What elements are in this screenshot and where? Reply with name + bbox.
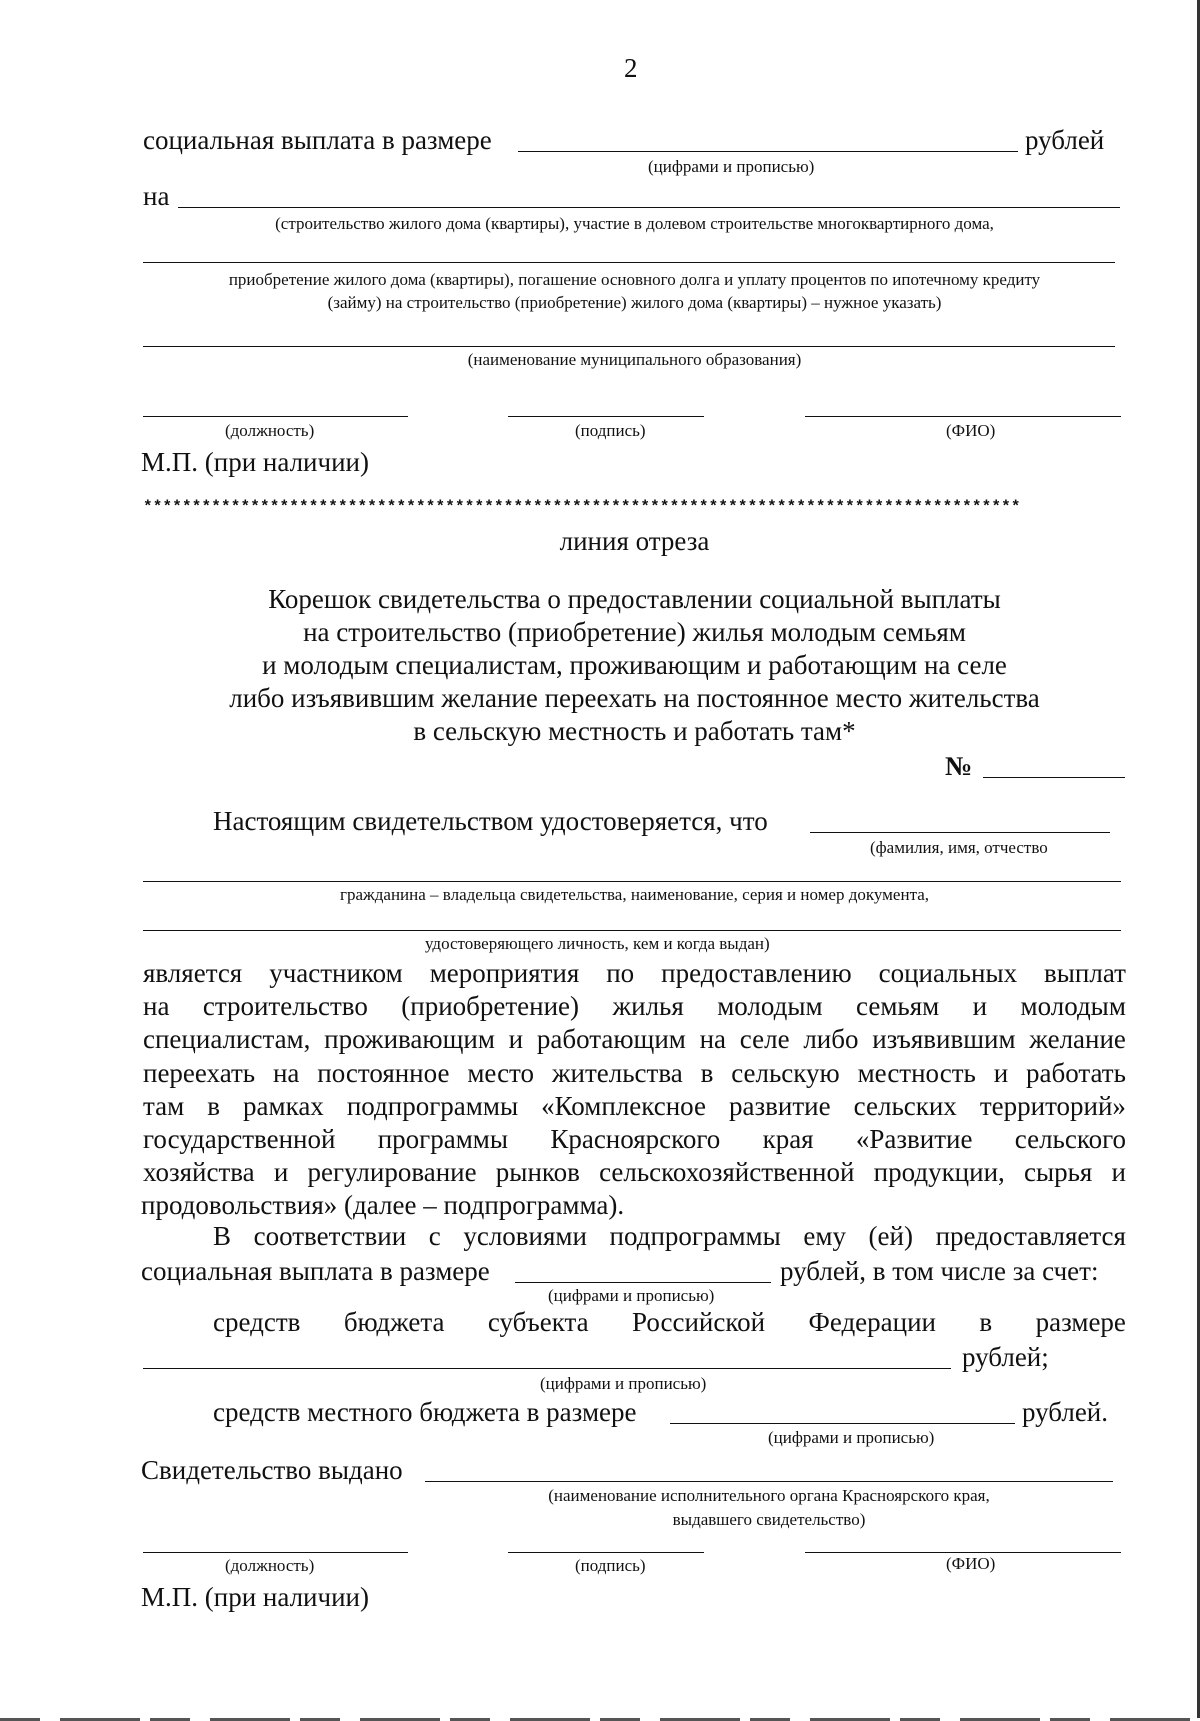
position-caption: (должность) [225,421,315,440]
holder-doc-caption-1: гражданина – владельца свидетельства, наименование, серия и номер документа, [340,885,929,904]
issued-by-label: Свидетельство выдано [141,1455,403,1485]
body-word: изъявившим [872,1024,1016,1055]
payment-amount-caption: (цифрами и прописью) [648,157,815,176]
body-word: «Развитие [855,1124,973,1154]
body-line [143,990,1126,1022]
body-word: жительства [551,1057,683,1088]
body-word: селе [739,1024,790,1055]
body-word: семьям [856,991,940,1022]
body-word: государственной [143,1124,336,1154]
fio-caption-2: (ФИО) [946,1554,996,1573]
body-word: жилья [612,991,684,1022]
body-word: (приобретение) [401,991,580,1022]
federal-word: размере [1035,1307,1126,1337]
body-line [143,1023,1126,1055]
conditions-word: В [213,1221,232,1251]
position-field-2[interactable] [143,1552,408,1553]
body-word: развитие [729,1090,831,1121]
body-word: сельскохозяйственной [599,1157,855,1188]
body-word: в [207,1090,220,1121]
stamp-label-2: М.П. (при наличии) [141,1582,369,1612]
signature-caption: (подпись) [575,421,646,440]
conditions-word: подпрограммы [609,1221,781,1251]
body-word: сырья [1023,1157,1093,1188]
body-word: по [606,958,635,988]
purpose-label: на [143,181,170,211]
federal-word: Федерации [808,1307,936,1337]
body-word: в [700,1057,714,1088]
body-word: либо [803,1024,859,1055]
stub-title-line-3: и молодым специалистам, проживающим и работающим на селе [262,650,1007,680]
stub-title-line-4: либо изъявившим желание переехать на постоянное место жительства [229,683,1040,713]
purpose-caption-1: (строительство жилого дома (квартиры), участие в долевом строительстве многоквартирного дома, [275,214,994,233]
body-word: желание [1029,1024,1126,1055]
body-word: и [993,1057,1009,1088]
federal-amount-field[interactable] [143,1368,951,1369]
issued-by-caption-2: выдавшего свидетельство) [672,1510,866,1529]
payment2-suffix: рублей, в том числе за счет: [780,1256,1099,1286]
body-word: и [1111,1157,1126,1188]
conditions-word: условиями [463,1221,587,1251]
conditions-word: с [428,1221,441,1251]
purpose-caption-3: (займу) на строительство (приобретение) жилого дома (квартиры) – нужное указать) [327,293,942,312]
federal-word: бюджета [343,1307,445,1337]
stub-number-field[interactable] [983,777,1125,778]
federal-word: Российской [632,1307,766,1337]
holder-fio-caption: (фамилия, имя, отчество [870,838,1048,857]
fio-caption: (ФИО) [946,421,996,440]
purpose-field-2[interactable] [143,262,1115,263]
cut-separator-stars: ****************************************************************************************** [143,498,1021,516]
body-word: на [143,991,170,1022]
body-line-last: продовольствия» (далее – подпрограмма). [141,1190,625,1220]
body-word: выплат [1044,958,1126,988]
body-line [143,1156,1126,1188]
body-word: «Комплексное [541,1090,706,1121]
stub-title-line-5: в сельскую местность и работать там* [413,716,856,746]
body-word: подпрограммы [346,1090,519,1121]
body-word: социальных [878,958,1018,988]
cut-line-label: линия отреза [559,526,710,556]
holder-doc-caption-2: удостоверяющего личность, кем и когда выдан) [425,934,770,953]
body-word: работающим [536,1024,686,1055]
signature-field-2[interactable] [508,1552,704,1553]
conditions-word: соответствии [253,1221,407,1251]
fio-field[interactable] [805,416,1121,417]
body-word: и [972,991,988,1022]
body-word: Красноярского [550,1124,721,1154]
stub-number-label: № [945,751,973,781]
body-word: сельских [853,1090,957,1121]
issued-by-field[interactable] [425,1481,1113,1482]
local-caption: (цифрами и прописью) [768,1428,935,1447]
conditions-line [213,1220,1126,1252]
federal-word: в [979,1307,993,1337]
conditions-word: ему [803,1221,846,1251]
body-line [143,1057,1126,1089]
position-caption-2: (должность) [225,1556,315,1575]
certify-label: Настоящим свидетельством удостоверяется, что [213,806,768,836]
payment2-label: социальная выплата в размере [141,1256,490,1286]
body-word: мероприятия [429,958,580,988]
position-field[interactable] [143,416,408,417]
body-word: программы [377,1124,509,1154]
payment-amount-field[interactable] [518,151,1018,152]
body-word: специалистам, [143,1024,311,1055]
body-word: постоянное [317,1057,450,1088]
body-word: предоставлению [661,958,852,988]
signature-caption-2: (подпись) [575,1556,646,1575]
body-word: и [508,1024,524,1055]
payment2-caption: (цифрами и прописью) [548,1286,715,1305]
body-word: работать [1026,1057,1126,1088]
signature-field[interactable] [508,416,704,417]
local-budget-label: средств местного бюджета в размере [213,1397,637,1427]
stub-title-line-2: на строительство (приобретение) жилья молодым семьям [303,617,966,647]
conditions-word: (ей) [868,1221,913,1251]
stub-title-line-1: Корешок свидетельства о предоставлении социальной выплаты [268,584,1001,614]
body-word: и [273,1157,289,1188]
local-amount-field[interactable] [670,1423,1015,1424]
holder-fio-field[interactable] [810,832,1110,833]
body-word: проживающим [324,1024,495,1055]
conditions-word: предоставляется [935,1221,1126,1251]
body-line [143,957,1126,989]
body-word: рамках [243,1090,324,1121]
purpose-field[interactable] [178,207,1120,208]
body-word: строительство [202,991,368,1022]
purpose-caption-2: приобретение жилого дома (квартиры), погашение основного долга и уплату процентов по ипотечному кредиту [228,270,1041,289]
body-word: регулирование [307,1157,477,1188]
body-word: молодым [717,991,823,1022]
federal-caption: (цифрами и прописью) [540,1374,707,1393]
body-word: рынков [495,1157,580,1188]
payment-currency-label: рублей [1025,125,1105,155]
payment2-field[interactable] [515,1282,771,1283]
issued-by-caption-1: (наименование исполнительного органа Красноярского края, [548,1486,990,1505]
payment-amount-label: социальная выплата в размере [143,125,492,155]
stamp-label: М.П. (при наличии) [141,447,369,477]
body-word: место [467,1057,534,1088]
federal-word: субъекта [487,1307,589,1337]
body-word: на [699,1024,727,1055]
body-word: сельского [1014,1124,1126,1154]
fio-field-2[interactable] [805,1552,1121,1553]
body-word: там [143,1090,185,1121]
body-word: края [762,1124,814,1154]
holder-doc-field[interactable] [143,881,1121,882]
body-word: на [272,1057,300,1088]
federal-budget-line [213,1306,1126,1338]
municipality-caption: (наименование муниципального образования) [467,350,802,369]
local-suffix: рублей. [1022,1397,1109,1427]
body-line [143,1123,1126,1155]
holder-doc-field-2[interactable] [143,930,1121,931]
body-word: территорий» [979,1090,1126,1121]
body-word: продукции, [873,1157,1005,1188]
body-line [143,1090,1126,1122]
municipality-field[interactable] [143,346,1115,347]
federal-suffix: рублей; [962,1342,1049,1372]
body-word: участником [269,958,403,988]
federal-word: средств [213,1307,301,1337]
body-word: хозяйства [143,1157,255,1188]
body-word: сельскую [731,1057,840,1088]
body-word: переехать [143,1057,256,1088]
body-word: является [143,958,243,988]
page-number: 2 [624,53,638,83]
body-word: местность [857,1057,976,1088]
body-word: молодым [1020,991,1126,1022]
